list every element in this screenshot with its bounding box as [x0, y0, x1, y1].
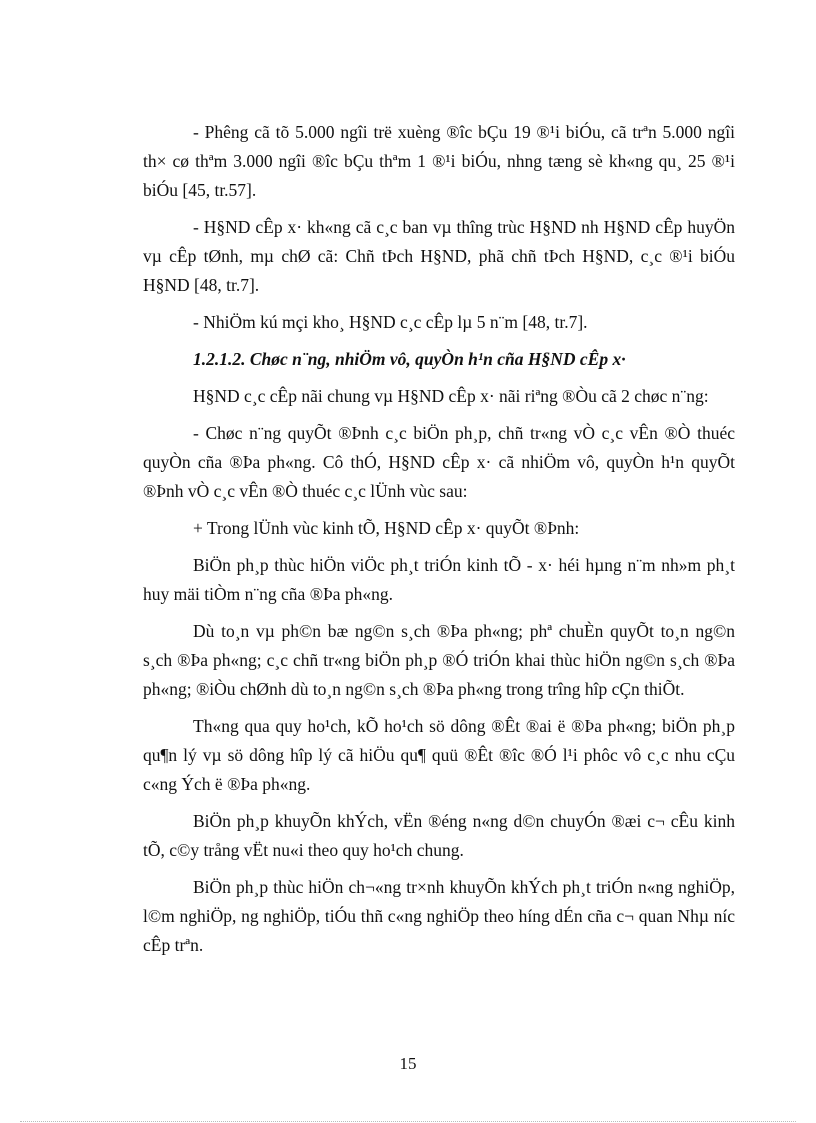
section-heading: 1.2.1.2. Chøc n¨ng, nhiÖm vô, quyÒn h¹n cña H§ND cÊp x· — [193, 349, 626, 369]
paragraph-8: Dù to¸n vµ ph©n bæ ng©n s¸ch ®Þa ph«ng; phª chuÈn quyÕt to¸n ng©n s¸ch ®Þa ph«ng; c¸c chñ tr«ng biÖn ph¸p ®Ó triÓn khai thùc hiÖn ng©n s¸ch ®Þa ph«ng; ®iÒu chØnh dù to¸n ng©n s¸ch ®Þa ph«ng trong trîng hîp cÇn thiÕt. — [143, 621, 735, 699]
paragraph-9: Th«ng qua quy ho¹ch, kÕ ho¹ch sö dông ®Êt ®ai ë ®Þa ph«ng; biÖn ph¸p qu¶n lý vµ sö dông hîp lý cã hiÖu qu¶ quü ®Êt ®îc ®Ó l¹i phôc vô c¸c nhu cÇu c«ng Ých ë ®Þa ph«ng. — [143, 716, 735, 794]
paragraph-6: + Trong lÜnh vùc kinh tÕ, H§ND cÊp x· quyÕt ®Þnh: — [193, 518, 580, 538]
page-number: 15 — [399, 1054, 417, 1073]
paragraph-5: - Chøc n¨ng quyÕt ®Þnh c¸c biÖn ph¸p, chñ tr«ng vÒ c¸c vÊn ®Ò thuéc quyÒn cña ®Þa ph«ng. Cô thÓ, H§ND cÊp x· cã nhiÖm vô, quyÒn h¹n quyÕt ®Þnh vÒ c¸c vÊn ®Ò thuéc c¸c lÜnh vùc sau: — [143, 423, 735, 501]
paragraph-1: - Phêng cã tõ 5.000 ngîi trë xuèng ®îc bÇu 19 ®¹i biÓu, cã trªn 5.000 ngîi th× cø thªm 3.000 ngîi ®îc bÇu thªm 1 ®¹i biÓu, nhng tæng sè kh«ng qu¸ 25 ®¹i biÓu [45, tr.57]. — [143, 122, 735, 200]
paragraph-10: BiÖn ph¸p khuyÕn khÝch, vËn ®éng n«ng d©n chuyÓn ®æi c¬ cÊu kinh tÕ, c©y trång vËt nu«i theo quy ho¹ch chung. — [143, 811, 735, 860]
paragraph-2: - H§ND cÊp x· kh«ng cã c¸c ban vµ thîng trùc H§ND nh H§ND cÊp huyÖn vµ cÊp tØnh, mµ chØ cã: Chñ tÞch H§ND, phã chñ tÞch H§ND, c¸c ®¹i biÓu H§ND [48, tr.7]. — [143, 217, 735, 295]
paragraph-3: - NhiÖm kú mçi kho¸ H§ND c¸c cÊp lµ 5 n¨m [48, tr.7]. — [193, 312, 588, 332]
page-bottom-divider — [20, 1121, 796, 1122]
paragraph-7: BiÖn ph¸p thùc hiÖn viÖc ph¸t triÓn kinh tÕ - x· héi hµng n¨m nh»m ph¸t huy mäi tiÒm n¨ng cña ®Þa ph«ng. — [143, 555, 735, 604]
paragraph-11: BiÖn ph¸p thùc hiÖn ch¬«ng tr×nh khuyÕn khÝch ph¸t triÓn n«ng nghiÖp, l©m nghiÖp, ng nghiÖp, tiÓu thñ c«ng nghiÖp theo híng dÉn cña c¬ quan Nhµ níc cÊp trªn. — [143, 877, 735, 955]
page-body — [143, 118, 735, 968]
paragraph-4: H§ND c¸c cÊp nãi chung vµ H§ND cÊp x· nãi riªng ®Òu cã 2 chøc n¨ng: — [193, 386, 709, 406]
